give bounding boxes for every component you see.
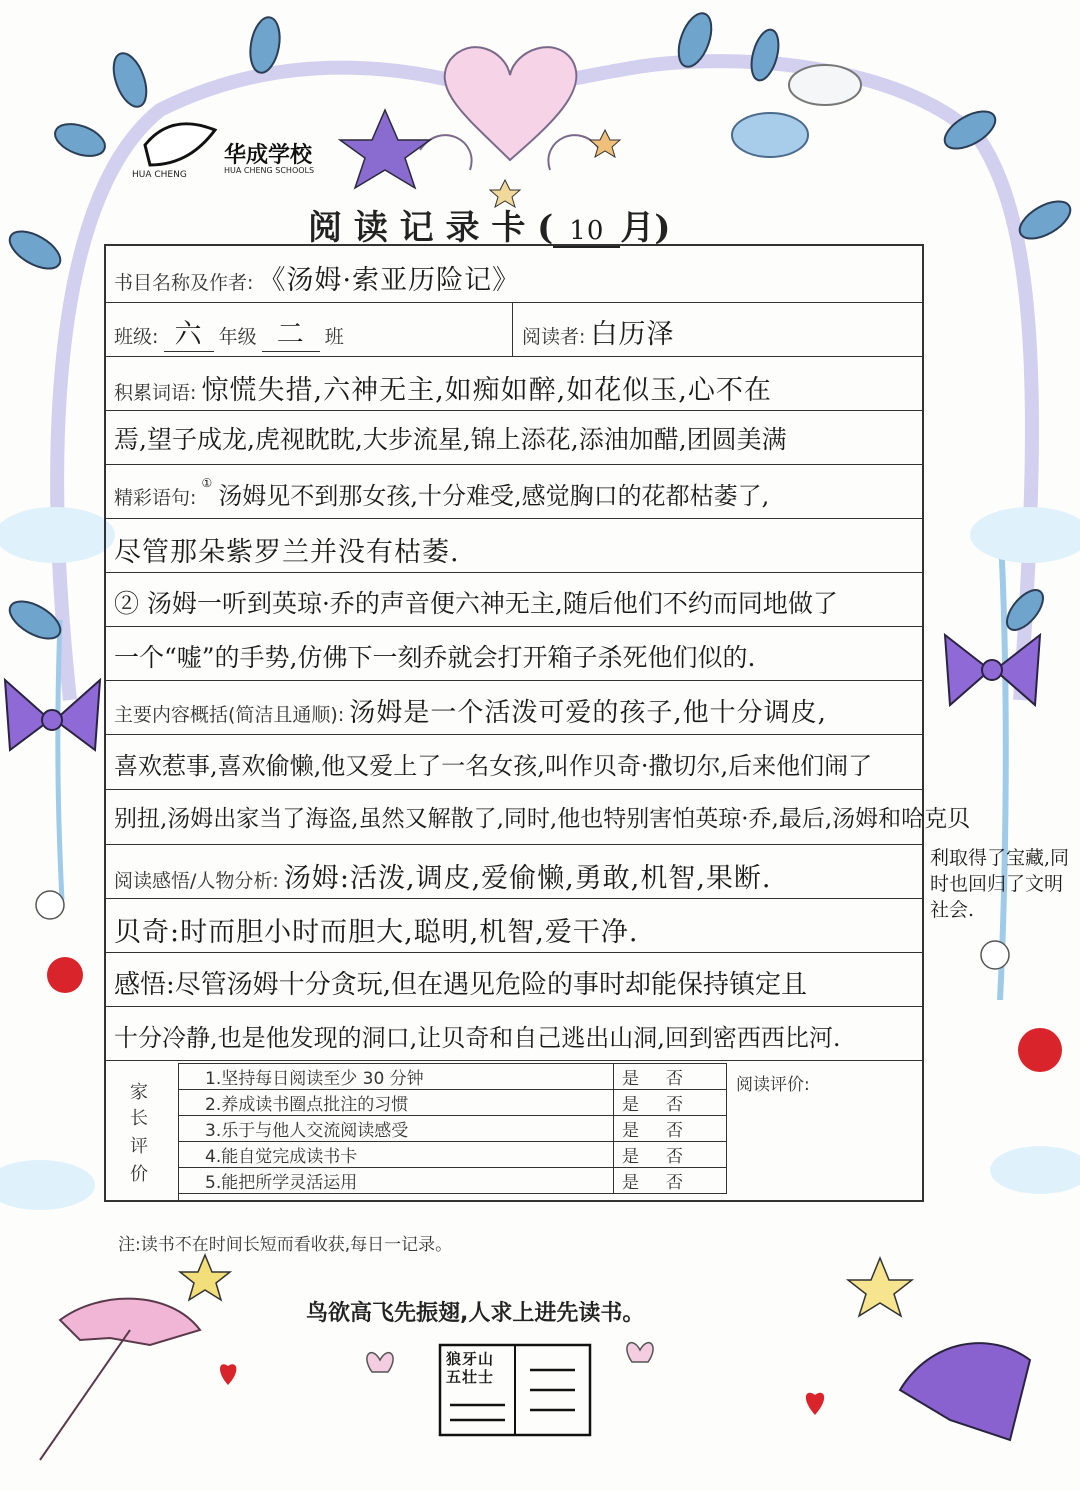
parent-label-3: 评 [130,1136,148,1157]
yellow-star-icon [180,1255,230,1300]
eval-item-5: 5.能把所学灵活运用 [179,1168,614,1194]
red-heart-icon [806,1393,824,1415]
school-name-en-left: HUA CHENG [132,170,187,180]
grade-label: 年级 [218,326,257,348]
apple-icon [1018,1028,1062,1072]
parent-eval-table [178,1063,727,1194]
summary-text-1: 汤姆是一个活泼可爱的孩子,他十分调皮, [349,698,827,728]
sentence-text-3: ② 汤姆一听到英琼·乔的声音便六神无主,随后他们不约而同地做了 [114,589,838,618]
no-option[interactable]: 否 [666,1069,684,1089]
month-suffix: 月) [620,208,671,248]
purple-star-icon [340,110,430,188]
summary-side-3: 社会. [930,899,975,921]
vocab-label: 积累词语: [114,382,197,404]
class-label: 班级: [114,326,159,348]
footer-note: 注:读书不在时间长短而看收获,每日一记录。 [118,1235,453,1255]
blue-bird-icon [732,113,808,157]
purple-bow-icon [5,680,100,750]
class-row [114,312,344,352]
eval-item-3: 3.乐于与他人交流阅读感受 [179,1116,614,1142]
ban-label: 班 [324,326,344,348]
cloud-icon [970,507,1080,563]
reader-field [522,312,675,351]
analysis-text-3: 感悟:尽管汤姆十分贪玩,但在遇见危险的事时却能保持镇定且 [114,970,808,1000]
eval-item-4: 4.能自觉完成读书卡 [179,1142,614,1168]
flower-icon [36,891,64,919]
leaf-icon [51,118,109,162]
yes-option[interactable]: 是 [622,1095,639,1115]
reader-label: 阅读者: [522,326,586,348]
sentences-label: 精彩语句: [114,487,197,509]
parent-label-2: 长 [130,1108,148,1129]
summary-label: 主要内容概括(简洁且通顺): [114,704,345,726]
sentence-text-1: 汤姆见不到那女孩,十分难受,感觉胸口的花都枯萎了, [218,482,770,510]
sentence-marker-1: ① [201,476,214,490]
purple-bow-icon [945,635,1040,705]
flower-icon [981,941,1009,969]
school-name-en-small: HUA CHENG SCHOOLS [224,166,315,175]
book-drawing-line-1: 狼牙山 [446,1350,495,1368]
analysis-text-1: 汤姆:活泼,调皮,爱偷懒,勇敢,机智,果断. [283,863,772,894]
lotus-flower-icon [367,1353,393,1372]
reader-name-value: 白历泽 [590,319,675,350]
parent-label-1: 家 [130,1082,148,1103]
table-row [179,1116,727,1142]
card-title [308,200,670,249]
analysis-text-4: 十分冷静,也是他发现的洞口,让贝奇和自己逃出山洞,回到密西西比河. [114,1024,841,1052]
cloud-icon [990,1146,1080,1194]
summary-side-1: 利取得了宝藏,同 [930,847,1070,869]
book-title-value: 《汤姆·索亚历险记》 [258,265,521,296]
sentence-line-1 [114,476,769,511]
yellow-star-icon [848,1258,912,1316]
summary-text-2: 喜欢惹事,喜欢偷懒,他又爱上了一名女孩,叫作贝奇·撒切尔,后来他们闹了 [114,752,873,780]
no-option[interactable]: 否 [666,1147,684,1167]
table-row [179,1168,727,1194]
summary-line-1 [114,692,827,729]
leaf-icon [4,224,66,276]
cloud-icon [0,507,115,563]
no-option[interactable]: 否 [666,1173,684,1193]
summary-side-2: 时也回归了文明 [930,873,1064,895]
book-drawing-title [446,1350,494,1386]
white-bird-icon [789,65,861,105]
eval-yn-2[interactable] [614,1090,727,1116]
yes-option[interactable]: 是 [622,1121,639,1141]
class-number-value: 二 [262,312,320,352]
school-name: 华成学校 [224,143,313,168]
vocab-line-1 [114,368,772,407]
cloud-icon [0,1160,95,1210]
eval-yn-3[interactable] [614,1116,727,1142]
school-logo-icon [145,124,215,165]
parent-label-4: 价 [130,1164,148,1185]
table-row [179,1090,727,1116]
month-value: 10 [553,216,620,248]
red-heart-icon [220,1364,236,1385]
purple-umbrella-icon [900,1343,1030,1440]
motto: 鸟欲高飞先振翅,人求上进先读书。 [306,1301,645,1326]
yes-option[interactable]: 是 [622,1069,639,1089]
summary-text-3: 别扭,汤姆出家当了海盗,虽然又解散了,同时,他也特别害怕英琼·乔,最后,汤姆和哈克贝 [114,806,971,832]
no-option[interactable]: 否 [666,1121,684,1141]
summary-side-note [930,845,1069,923]
reading-eval-label: 阅读评价: [736,1075,810,1095]
sentence-text-2: 尽管那朵紫罗兰并没有枯萎. [114,537,460,568]
book-drawing-line-2: 五壮士 [446,1368,495,1386]
book-label: 书目名称及作者: [114,272,254,294]
pink-umbrella-icon [60,1299,200,1345]
eval-item-1: 1.坚持每日阅读至少 30 分钟 [179,1064,614,1090]
eval-yn-1[interactable] [614,1064,727,1090]
analysis-text-2: 贝奇:时而胆小时而胆大,聪明,机智,爱干净. [114,917,639,948]
leaf-icon [747,27,784,83]
eval-yn-5[interactable] [614,1168,727,1194]
vocab-text-1: 惊慌失措,六神无主,如痴如醉,如花似玉,心不在 [201,375,772,406]
table-row [179,1142,727,1168]
lotus-flower-icon [627,1343,653,1362]
analysis-line-1 [114,856,772,895]
yes-option[interactable]: 是 [622,1173,639,1193]
eval-yn-4[interactable] [614,1142,727,1168]
leaf-icon [107,49,152,111]
apple-icon [47,957,83,993]
vocab-text-2: 焉,望子成龙,虎视眈眈,大步流星,锦上添花,添油加醋,团圆美满 [114,425,787,454]
grade-value: 六 [164,312,214,352]
blue-frame-line [1000,520,1006,1000]
yes-option[interactable]: 是 [622,1147,639,1167]
table-row [179,1064,727,1090]
analysis-label: 阅读感悟/人物分析: [114,870,279,892]
sentence-text-4: 一个“嘘”的手势,仿佛下一刻乔就会打开箱子杀死他们似的. [114,643,756,672]
small-star-icon [590,130,620,157]
no-option[interactable]: 否 [666,1095,684,1115]
book-row [114,258,520,297]
eval-item-2: 2.养成读书圈点批注的习惯 [179,1090,614,1116]
card-title-text: 阅 读 记 录 卡 ( [308,208,554,248]
